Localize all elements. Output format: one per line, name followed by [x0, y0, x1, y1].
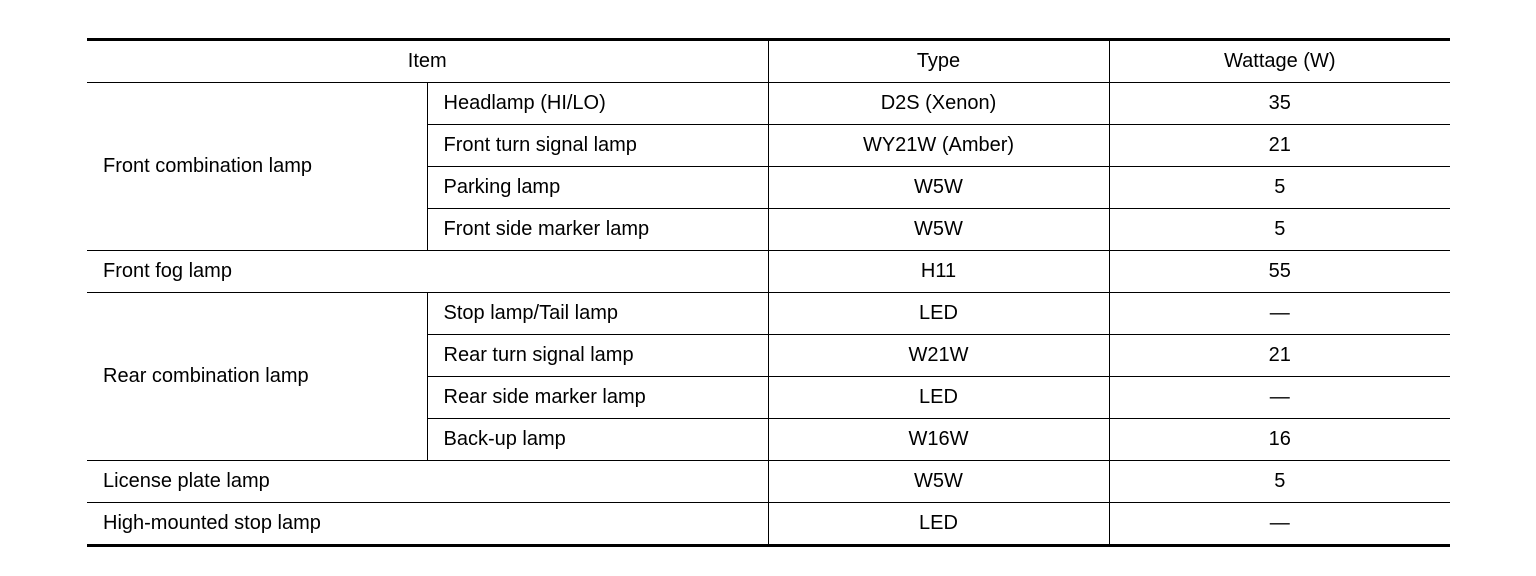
- type-cell: W21W: [768, 335, 1109, 377]
- wattage-cell: —: [1109, 503, 1450, 546]
- group-cell: Rear combination lamp: [87, 293, 427, 461]
- header-type: Type: [768, 40, 1109, 83]
- type-cell: W16W: [768, 419, 1109, 461]
- type-cell: W5W: [768, 209, 1109, 251]
- item-cell: Front fog lamp: [87, 251, 768, 293]
- sub-item-cell: Back-up lamp: [427, 419, 768, 461]
- bulb-specification-table: [87, 38, 1450, 547]
- type-cell: WY21W (Amber): [768, 125, 1109, 167]
- table-row: [87, 503, 1450, 546]
- type-cell: LED: [768, 293, 1109, 335]
- item-cell: License plate lamp: [87, 461, 768, 503]
- table-row: [87, 293, 1450, 335]
- wattage-cell: 55: [1109, 251, 1450, 293]
- sub-item-cell: Parking lamp: [427, 167, 768, 209]
- type-cell: H11: [768, 251, 1109, 293]
- group-cell: Front combination lamp: [87, 83, 427, 251]
- wattage-cell: 5: [1109, 209, 1450, 251]
- wattage-cell: 21: [1109, 335, 1450, 377]
- wattage-cell: 16: [1109, 419, 1450, 461]
- type-cell: W5W: [768, 167, 1109, 209]
- wattage-cell: 35: [1109, 83, 1450, 125]
- type-cell: W5W: [768, 461, 1109, 503]
- sub-item-cell: Stop lamp/Tail lamp: [427, 293, 768, 335]
- sub-item-cell: Front turn signal lamp: [427, 125, 768, 167]
- wattage-cell: —: [1109, 377, 1450, 419]
- sub-item-cell: Front side marker lamp: [427, 209, 768, 251]
- sub-item-cell: Rear side marker lamp: [427, 377, 768, 419]
- type-cell: LED: [768, 503, 1109, 546]
- table-row: [87, 461, 1450, 503]
- table-header-row: [87, 40, 1450, 83]
- table-row: [87, 83, 1450, 125]
- type-cell: LED: [768, 377, 1109, 419]
- table-row: [87, 251, 1450, 293]
- type-cell: D2S (Xenon): [768, 83, 1109, 125]
- sub-item-cell: Headlamp (HI/LO): [427, 83, 768, 125]
- item-cell: High-mounted stop lamp: [87, 503, 768, 546]
- sub-item-cell: Rear turn signal lamp: [427, 335, 768, 377]
- header-wattage: Wattage (W): [1109, 40, 1450, 83]
- wattage-cell: 5: [1109, 167, 1450, 209]
- wattage-cell: 5: [1109, 461, 1450, 503]
- wattage-cell: —: [1109, 293, 1450, 335]
- header-item: Item: [87, 40, 768, 83]
- wattage-cell: 21: [1109, 125, 1450, 167]
